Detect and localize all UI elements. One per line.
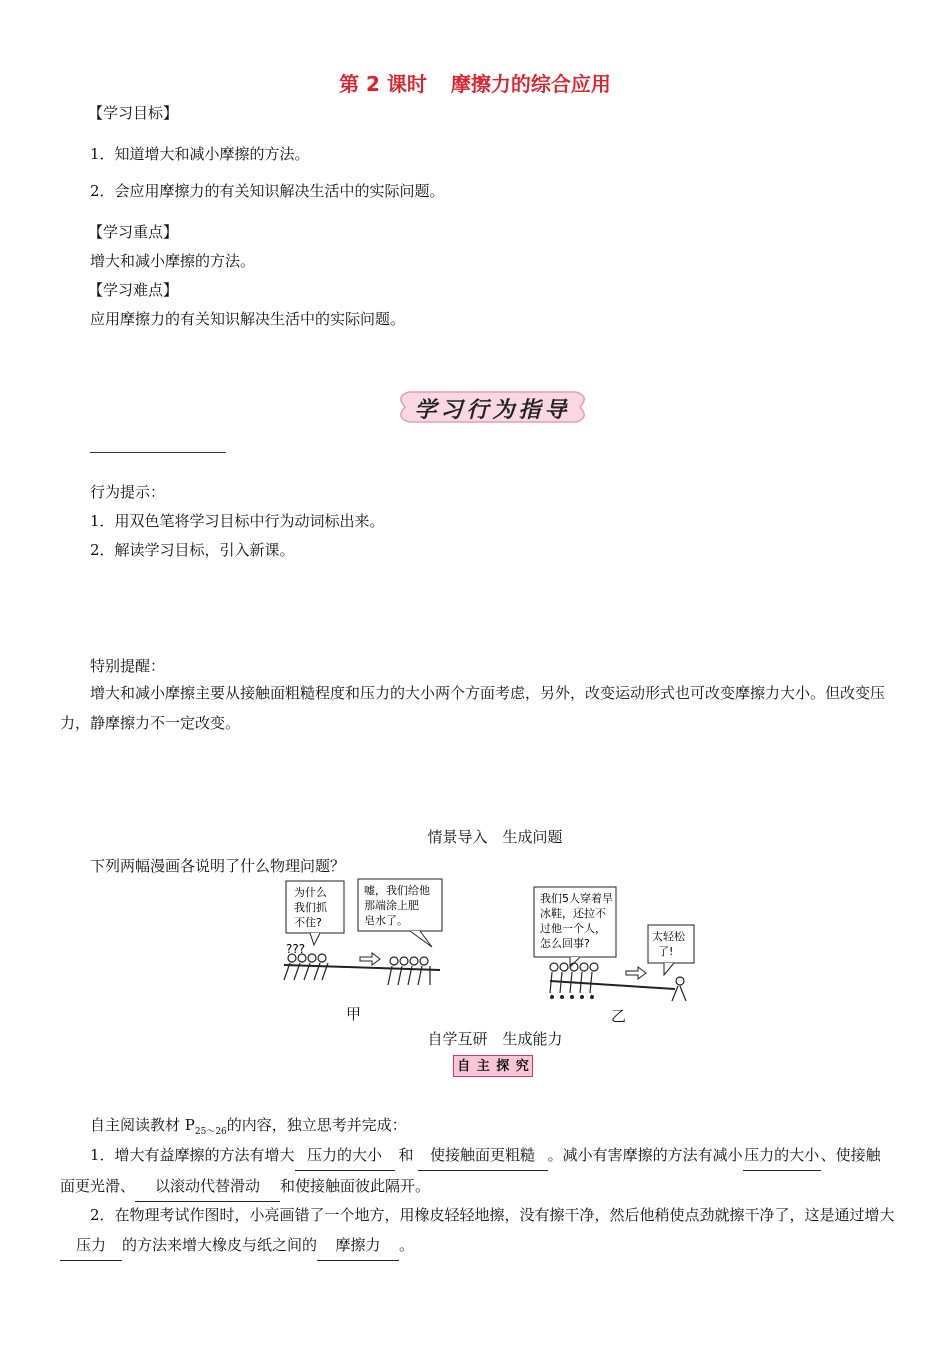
lesson-number: 第 2 课时 [339, 72, 427, 96]
bubble-text: 我们5人穿着旱 [540, 892, 613, 905]
cartoon-illustration [280, 875, 700, 1020]
objective-item: 2．会应用摩擦力的有关知识解决生活中的实际问题。 [90, 182, 445, 200]
question-1: 1．增大有益摩擦的方法有增大 压力的大小 和 使接触面更粗糙 。减小有害摩擦的方法有减小压力的大小 、使接触面更光滑、 以滚动代替滑动 和使接触面彼此隔开。 [60, 1140, 895, 1202]
bubble-text: 怎么回事? [540, 937, 590, 950]
cartoon-label-b: 乙 [611, 1007, 627, 1025]
self-study-heading: 自学互研 生成能力 [427, 1030, 563, 1048]
bubble-text: 不住? [294, 916, 322, 929]
bubble-text: 冰鞋，还拉不 [540, 907, 606, 920]
bubble-text: 我们抓 [294, 901, 327, 914]
key-points-text: 增大和减小摩擦的方法。 [90, 252, 256, 270]
answer-blank: 以滚动代替滑动 [135, 1171, 280, 1202]
behavior-item: 2．解读学习目标，引入新课。 [90, 541, 295, 559]
bubble-text: 嘘，我们给他 [364, 884, 430, 897]
answer-blank: 压力 [60, 1230, 122, 1261]
divider [90, 452, 226, 453]
badge-char: 探 [496, 1059, 510, 1074]
bubble-text: 太轻松 [652, 930, 685, 943]
objective-item: 1．知道增大和减小摩擦的方法。 [90, 145, 310, 163]
page-title [0, 68, 950, 97]
bubble-text: 为什么 [294, 886, 327, 899]
answer-blank: 摩擦力 [317, 1230, 399, 1261]
bubble-text: 了! [658, 945, 674, 958]
badge-char: 主 [476, 1059, 490, 1074]
difficulty-text: 应用摩擦力的有关知识解决生活中的实际问题。 [90, 310, 406, 328]
bubble-text: 过他一个人， [540, 922, 606, 935]
question-2: 2．在物理考试作图时，小亮画错了一个地方，用橡皮轻轻地擦，没有擦干净，然后他稍使点劲就擦干净了，这是通过增大压力 的方法来增大橡皮与纸之间的 摩擦力 。 [60, 1200, 895, 1261]
badge-char: 究 [515, 1059, 529, 1074]
answer-blank: 使接触面更粗糙 [418, 1140, 548, 1171]
answer-blank: 压力的大小 [295, 1140, 395, 1171]
reminder-heading: 特别提醒： [90, 657, 166, 675]
lesson-title: 摩擦力的综合应用 [450, 72, 611, 96]
behavior-heading: 行为提示： [90, 483, 166, 501]
scene-question: 下列两幅漫画各说明了什么物理问题？ [90, 857, 346, 875]
bubble-text: 皂水了。 [364, 914, 408, 927]
answer-blank: 压力的大小 [743, 1140, 821, 1171]
key-points-heading: 【学习重点】 [88, 223, 179, 241]
difficulty-heading: 【学习难点】 [88, 281, 179, 299]
bubble-text: 那端涂上肥 [364, 899, 419, 912]
self-explore-badge [453, 1055, 533, 1077]
badge-char: 自 [457, 1059, 471, 1074]
banner-title: 学习行为指导 [414, 398, 571, 423]
objectives-heading: 【学习目标】 [88, 104, 179, 122]
behavior-item: 1．用双色笔将学习目标中行为动词标出来。 [90, 512, 385, 530]
cartoon-label-a: 甲 [346, 1005, 362, 1023]
question-marks: ??? [286, 942, 306, 956]
self-study-intro: 自主阅读教材 $P_{25\sim 26}$的内容，独立思考并完成： [90, 1116, 407, 1137]
reminder-text: 增大和减小摩擦主要从接触面粗糙程度和压力的大小两个方面考虑，另外，改变运动形式也可改变摩擦力大小。但改变压力，静摩擦力不一定改变。 [60, 684, 886, 732]
scene-heading: 情景导入 生成问题 [427, 828, 563, 846]
